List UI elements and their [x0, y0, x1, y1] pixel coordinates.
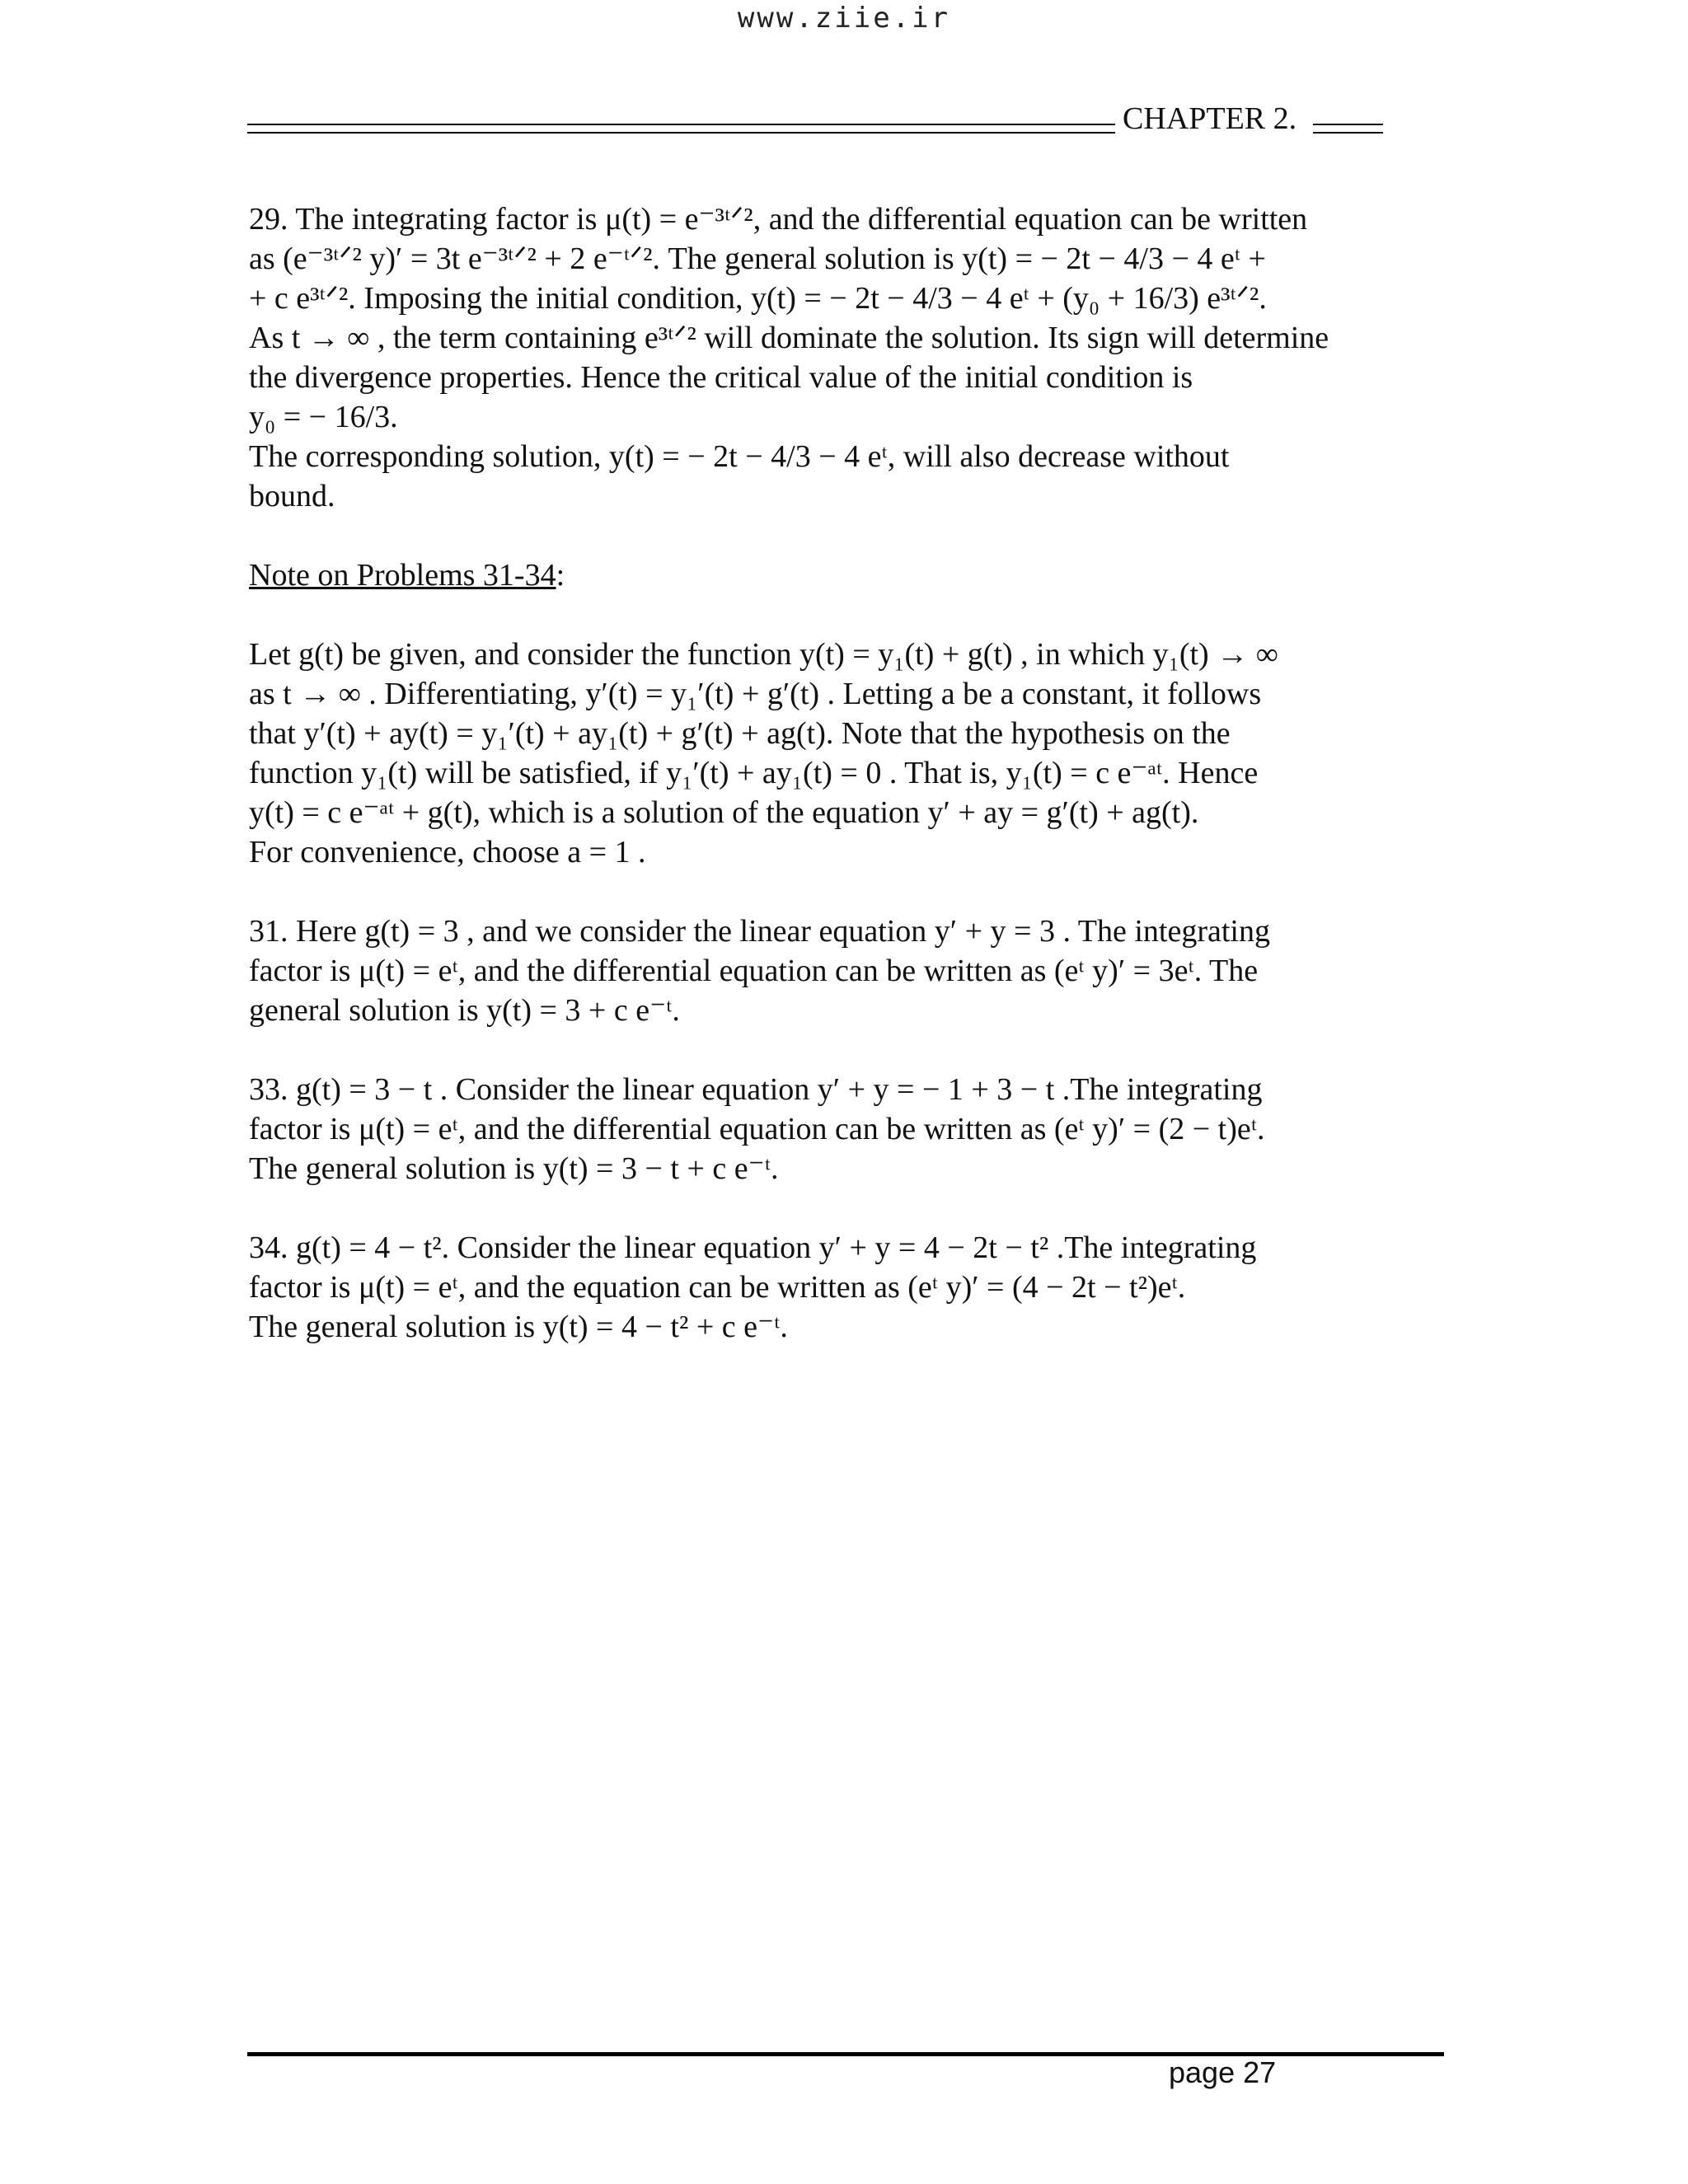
note-line: as t → ∞ . Differentiating, y′(t) = y₁′(t) + g′(t) . Letting a be a constant, it follows: [249, 677, 1262, 711]
problem-34: [249, 1228, 1436, 1347]
problem-29-line: The corresponding solution, y(t) = − 2t − 4/3 − 4 eᵗ, will also decrease without: [249, 439, 1230, 474]
note-line: function y₁(t) will be satisfied, if y₁′(t) + ay₁(t) = 0 . That is, y₁(t) = c e⁻ᵃᵗ. Hence: [249, 756, 1259, 790]
page-content: [249, 199, 1436, 1347]
problem-29-line: As t → ∞ , the term containing e³ᵗᐟ² will dominate the solution. Its sign will determine: [249, 321, 1329, 355]
chapter-heading: CHAPTER 2.: [1123, 101, 1297, 136]
note-title: Note on Problems 31-34: [249, 558, 556, 593]
problem-34-line: 34. g(t) = 4 − t². Consider the linear equation y′ + y = 4 − 2t − t² .The integrating: [249, 1230, 1257, 1265]
problem-31: [249, 912, 1436, 1030]
problem-33-line: 33. g(t) = 3 − t . Consider the linear equation y′ + y = − 1 + 3 − t .The integrating: [249, 1072, 1263, 1107]
note-line: Let g(t) be given, and consider the function y(t) = y₁(t) + g(t) , in which y₁(t) → ∞: [249, 637, 1278, 672]
problem-29: [249, 199, 1436, 516]
header-rule-end: [1313, 124, 1383, 134]
problem-34-line: The general solution is y(t) = 4 − t² + c e⁻ᵗ.: [249, 1310, 788, 1344]
problem-33-line: factor is μ(t) = eᵗ, and the differential equation can be written as (eᵗ y)′ = (2 − t)eᵗ.: [249, 1112, 1265, 1146]
problem-29-line: + c e³ᵗᐟ². Imposing the initial condition, y(t) = − 2t − 4/3 − 4 eᵗ + (y₀ + 16/3) e³ᵗᐟ².: [249, 281, 1267, 316]
problem-29-line: 29. The integrating factor is μ(t) = e⁻³ᵗᐟ², and the differential equation can be written: [249, 202, 1308, 237]
problem-31-line: general solution is y(t) = 3 + c e⁻ᵗ.: [249, 993, 680, 1028]
note-heading: [249, 555, 1436, 595]
watermark: www.ziie.ir: [737, 2, 951, 35]
problem-31-line: factor is μ(t) = eᵗ, and the differential equation can be written as (eᵗ y)′ = 3eᵗ. The: [249, 954, 1259, 988]
problem-29-line: as (e⁻³ᵗᐟ² y)′ = 3t e⁻³ᵗᐟ² + 2 e⁻ᵗᐟ². The general solution is y(t) = − 2t − 4/3 − 4 eᵗ +: [249, 241, 1266, 276]
problem-29-line: bound.: [249, 479, 335, 513]
problem-29-line: the divergence properties. Hence the critical value of the initial condition is: [249, 360, 1193, 395]
problem-31-line: 31. Here g(t) = 3 , and we consider the linear equation y′ + y = 3 . The integrating: [249, 914, 1270, 949]
note-body: [249, 635, 1436, 872]
note-line: that y′(t) + ay(t) = y₁′(t) + ay₁(t) + g′(t) + ag(t). Note that the hypothesis on the: [249, 716, 1231, 751]
page-number: page 27: [1169, 2055, 1277, 2089]
problem-29-line: y₀ = − 16/3.: [249, 400, 398, 434]
problem-33-line: The general solution is y(t) = 3 − t + c e⁻ᵗ.: [249, 1151, 779, 1186]
note-title-colon: :: [556, 558, 565, 593]
problem-33: [249, 1070, 1436, 1188]
header-rule: [247, 124, 1115, 134]
note-line: For convenience, choose a = 1 .: [249, 835, 646, 869]
note-line: y(t) = c e⁻ᵃᵗ + g(t), which is a solution of the equation y′ + ay = g′(t) + ag(t).: [249, 795, 1199, 830]
problem-34-line: factor is μ(t) = eᵗ, and the equation can be written as (eᵗ y)′ = (4 − 2t − t²)eᵗ.: [249, 1270, 1186, 1305]
